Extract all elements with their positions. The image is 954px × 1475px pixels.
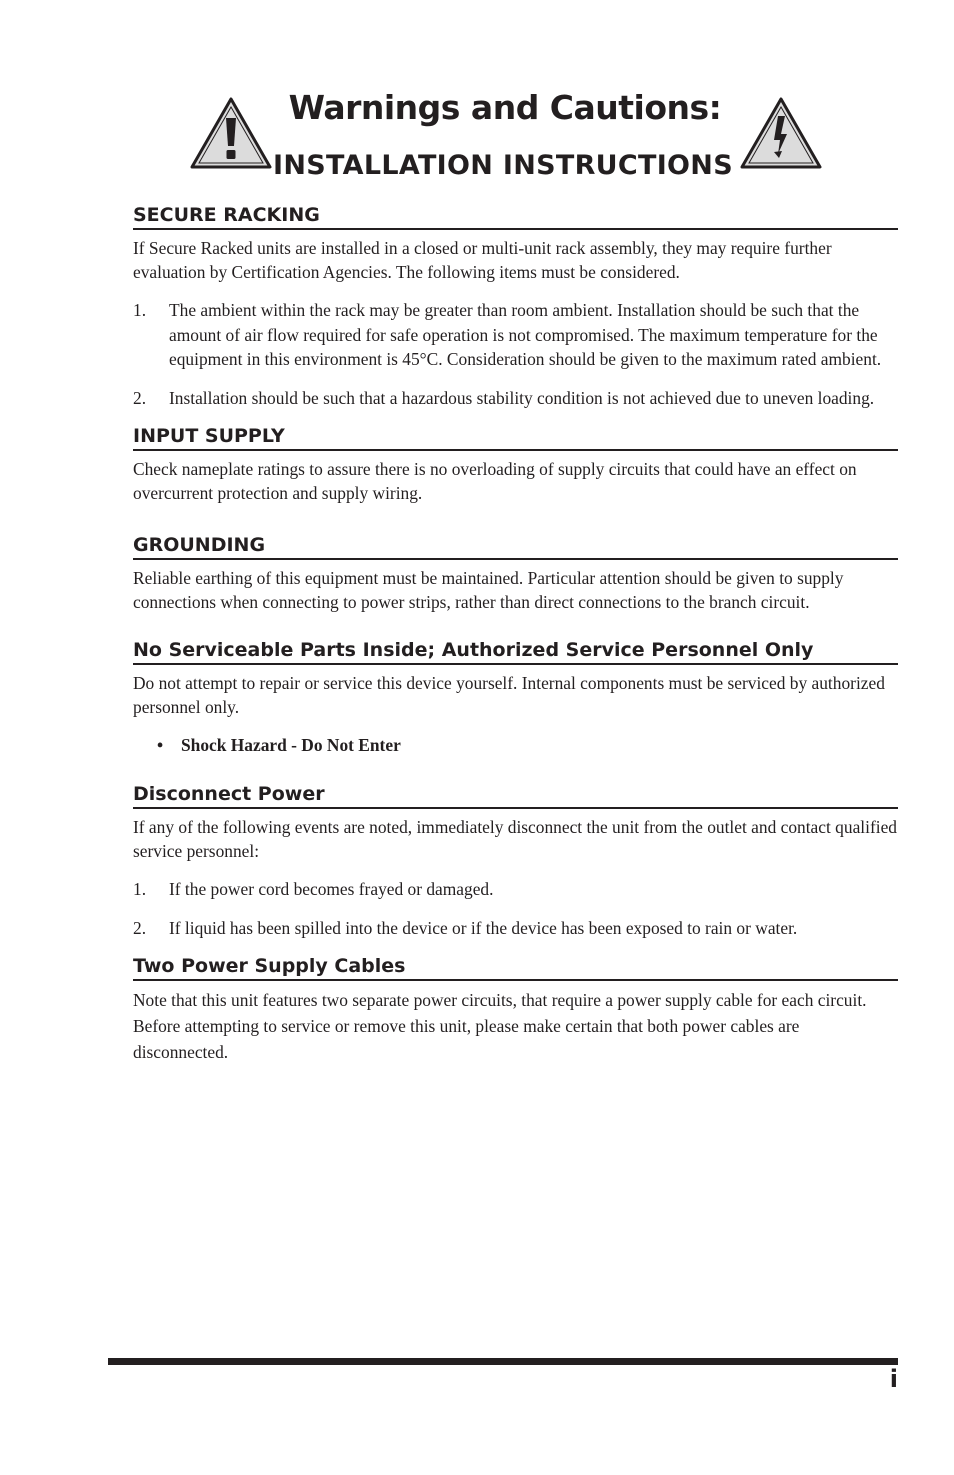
section-no-serviceable-parts: [133, 638, 898, 757]
bullet-item: [133, 733, 898, 757]
numbered-list: [133, 877, 898, 940]
list-item: [133, 916, 898, 941]
bullet-symbol: •: [156, 735, 164, 755]
list-number: 2.: [133, 387, 147, 408]
list-number: 2.: [133, 917, 147, 938]
list-number: 1.: [133, 879, 147, 899]
section-paragraph: Note that this unit features two separate power circuits, that require a power supply cable for each circuit. Before attempting to service or remove this unit, please make certain that both power cables are disconnected.: [133, 990, 867, 1062]
section-disconnect-power: [133, 782, 898, 940]
electric-shock-triangle-icon: [740, 96, 822, 170]
list-text: The ambient within the rack may be greater than room ambient. Installation should be such that the amount of air flow required for safe operation is not compromised. The maximum temperature for the equipment in this environment is 45°C. Consideration should be given to the maximum rated ambient.: [169, 300, 882, 369]
page-header: [0, 0, 954, 200]
list-text: If the power cord becomes frayed or damaged.: [169, 879, 494, 899]
section-paragraph: If Secure Racked units are installed in a closed or multi-unit rack assembly, they may require further evaluation by Certification Agencies. The following items must be considered.: [133, 238, 832, 282]
list-text: If liquid has been spilled into the device or if the device has been exposed to rain or water.: [169, 917, 798, 938]
section-heading: Two Power Supply Cables: [133, 954, 898, 981]
list-item: [133, 386, 898, 411]
page-title: Warnings and Cautions:: [288, 88, 722, 127]
section-two-power-supply-cables: [133, 954, 898, 1065]
section-heading: No Serviceable Parts Inside; Authorized Service Personnel Only: [133, 638, 898, 665]
section-secure-racking: [133, 203, 898, 410]
section-heading: INPUT SUPPLY: [133, 424, 898, 451]
section-input-supply: [133, 424, 898, 505]
list-text: Installation should be such that a hazardous stability condition is not achieved due to uneven loading.: [169, 387, 875, 408]
section-heading: GROUNDING: [133, 533, 898, 560]
section-paragraph: Check nameplate ratings to assure there is no overloading of supply circuits that could have an effect on overcurrent protection and supply wiring.: [133, 459, 857, 503]
section-heading: SECURE RACKING: [133, 203, 898, 230]
section-grounding: [133, 533, 898, 614]
list-item: [133, 877, 898, 902]
page-content: [133, 203, 898, 1065]
page-subtitle: INSTALLATION INSTRUCTIONS: [273, 150, 733, 181]
bullet-list: [133, 733, 898, 757]
footer-rule: [108, 1358, 898, 1365]
list-number: 1.: [133, 300, 147, 320]
bullet-text: Shock Hazard - Do Not Enter: [181, 735, 401, 755]
section-paragraph: If any of the following events are noted, immediately disconnect the unit from the outlet and contact qualified service personnel:: [133, 817, 897, 861]
section-heading: Disconnect Power: [133, 782, 898, 809]
section-paragraph: Do not attempt to repair or service this device yourself. Internal components must be serviced by authorized personnel only.: [133, 673, 885, 717]
section-paragraph: Reliable earthing of this equipment must be maintained. Particular attention should be given to supply connections when connecting to power strips, rather than direct connections to the branch circuit.: [133, 568, 844, 612]
numbered-list: [133, 298, 898, 410]
list-item: [133, 298, 898, 372]
page-number: i: [889, 1365, 898, 1393]
